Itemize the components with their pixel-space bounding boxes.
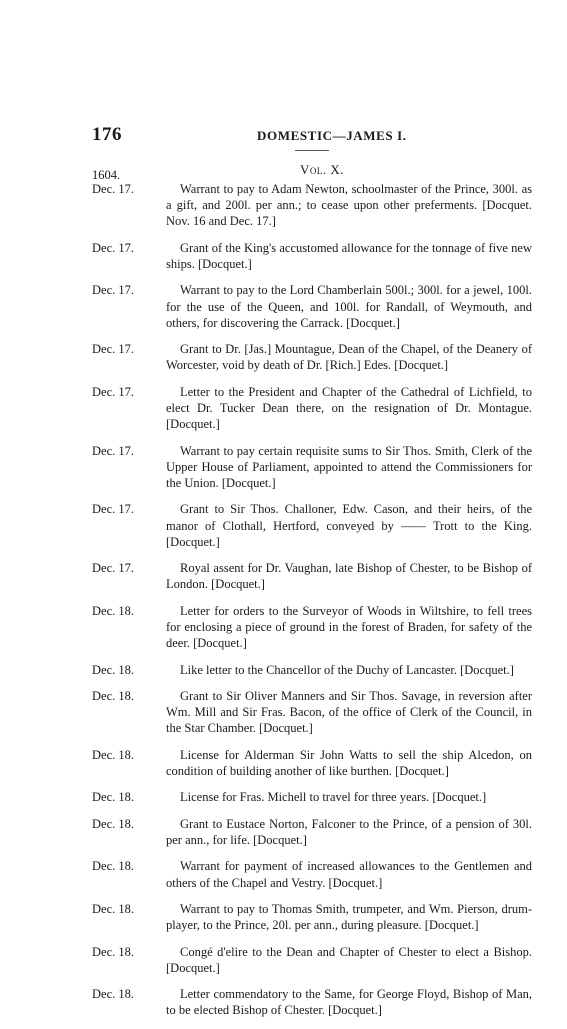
entry-text: Warrant to pay to Thomas Smith, trumpeter, and Wm. Pierson, drum-player, to the Prince, 20l. per ann., during pleasure. [Docquet.]	[166, 901, 532, 933]
entry-date: Dec. 18.	[92, 688, 134, 703]
calendar-entry	[92, 560, 532, 592]
entry-date: Dec. 17.	[92, 283, 134, 298]
calendar-entries	[92, 181, 532, 1029]
calendar-entry	[92, 662, 532, 678]
running-head	[92, 124, 532, 148]
calendar-entry	[92, 282, 532, 331]
header-rule	[295, 150, 329, 151]
running-title: DOMESTIC—JAMES I.	[257, 128, 407, 143]
entry-date: Dec. 18.	[92, 747, 134, 762]
calendar-entry	[92, 240, 532, 272]
calendar-entry	[92, 443, 532, 492]
calendar-entry	[92, 688, 532, 737]
calendar-entry	[92, 901, 532, 933]
entry-date: Dec. 18.	[92, 790, 134, 805]
entry-text: Letter commendatory to the Same, for George Floyd, Bishop of Man, to be elected Bishop of Chester. [Docquet.]	[166, 987, 532, 1018]
calendar-entry	[92, 603, 532, 652]
entry-date: Dec. 17.	[92, 502, 134, 517]
entry-text: Warrant to pay to Adam Newton, schoolmaster of the Prince, 300l. as a gift, and 200l. per ann.; to cease upon other preferments. [Docquet. Nov. 16 and Dec. 17.]	[166, 182, 532, 229]
entry-text: Warrant to pay to the Lord Chamberlain 500l.; 300l. for a jewel, 100l. for the use of the Queen, and 100l. for Randall, of Weymouth, and others, for discovering the Carrack. [Docquet.]	[166, 283, 532, 330]
entry-date: Dec. 17.	[92, 182, 134, 196]
calendar-entry	[92, 341, 532, 373]
entry-text: Royal assent for Dr. Vaughan, late Bishop of Chester, to be Bishop of London. [Docquet.]	[166, 561, 532, 592]
volume-heading: Vol. X.	[300, 162, 345, 177]
calendar-entry	[92, 789, 532, 805]
entry-text: Letter to the President and Chapter of the Cathedral of Lichfield, to elect Dr. Tucker Dean there, on the resignation of Dr. Montague. [Docquet.]	[166, 384, 532, 432]
entry-date: Dec. 17.	[92, 561, 134, 576]
entry-date: Dec. 18.	[92, 901, 134, 916]
entry-text: Warrant for payment of increased allowances to the Gentlemen and others of the Chapel and Vestry. [Docquet.]	[166, 859, 532, 890]
entry-text: Letter for orders to the Surveyor of Woods in Wiltshire, to fell trees for enclosing a piece of ground in the forest of Braden, for safety of the deer. [Docquet.]	[166, 603, 532, 651]
entry-date: Dec. 18.	[92, 944, 134, 959]
calendar-entry	[92, 181, 532, 230]
calendar-entry	[92, 384, 532, 433]
entry-date: Dec. 17.	[92, 240, 134, 255]
entry-date: Dec. 17.	[92, 384, 134, 399]
entry-date: Dec. 18.	[92, 987, 134, 1002]
entry-date: Dec. 18.	[92, 603, 134, 618]
entry-text: Warrant to pay certain requisite sums to Sir Thos. Smith, Clerk of the Upper House of Parliament, appointed to attend the Commissioners for the Union. [Docquet.]	[166, 443, 532, 490]
entry-text: Like letter to the Chancellor of the Duchy of Lancaster. [Docquet.]	[180, 662, 514, 677]
entry-text: Grant to Eustace Norton, Falconer to the Prince, of a pension of 30l. per ann., for life. [Docquet.]	[166, 816, 532, 847]
year-label: 1604.	[92, 168, 121, 182]
entry-text: Grant of the King's accustomed allowance for the tonnage of five new ships. [Docquet.]	[166, 240, 532, 271]
entry-text: Congé d'elire to the Dean and Chapter of Chester to elect a Bishop. [Docquet.]	[166, 944, 532, 975]
entry-date: Dec. 18.	[92, 816, 134, 831]
page-number: 176	[92, 124, 122, 145]
entry-date: Dec. 17.	[92, 443, 134, 458]
entry-text: Grant to Sir Thos. Challoner, Edw. Cason, and their heirs, of the manor of Clothall, Hertford, conveyed by —— Trott to the King. [Docquet.]	[166, 502, 532, 549]
calendar-entry	[92, 944, 532, 976]
calendar-entry	[92, 747, 532, 779]
entry-text: License for Alderman Sir John Watts to sell the ship Alcedon, on condition of building another of like burthen. [Docquet.]	[166, 747, 532, 778]
calendar-entry	[92, 858, 532, 890]
calendar-entry	[92, 986, 532, 1018]
entry-text: Grant to Sir Oliver Manners and Sir Thos. Savage, in reversion after Wm. Mill and Sir Fras. Bacon, of the office of Clerk of the Council, in the Star Chamber. [Docquet.]	[166, 688, 532, 736]
entry-date: Dec. 18.	[92, 662, 134, 677]
entry-text: Grant to Dr. [Jas.] Mountague, Dean of the Chapel, of the Deanery of Worcester, void by death of Dr. [Rich.] Edes. [Docquet.]	[166, 342, 532, 373]
entry-date: Dec. 17.	[92, 342, 134, 357]
calendar-entry	[92, 501, 532, 550]
entry-date: Dec. 18.	[92, 859, 134, 874]
calendar-entry	[92, 816, 532, 848]
entry-text: License for Fras. Michell to travel for three years. [Docquet.]	[180, 790, 487, 805]
